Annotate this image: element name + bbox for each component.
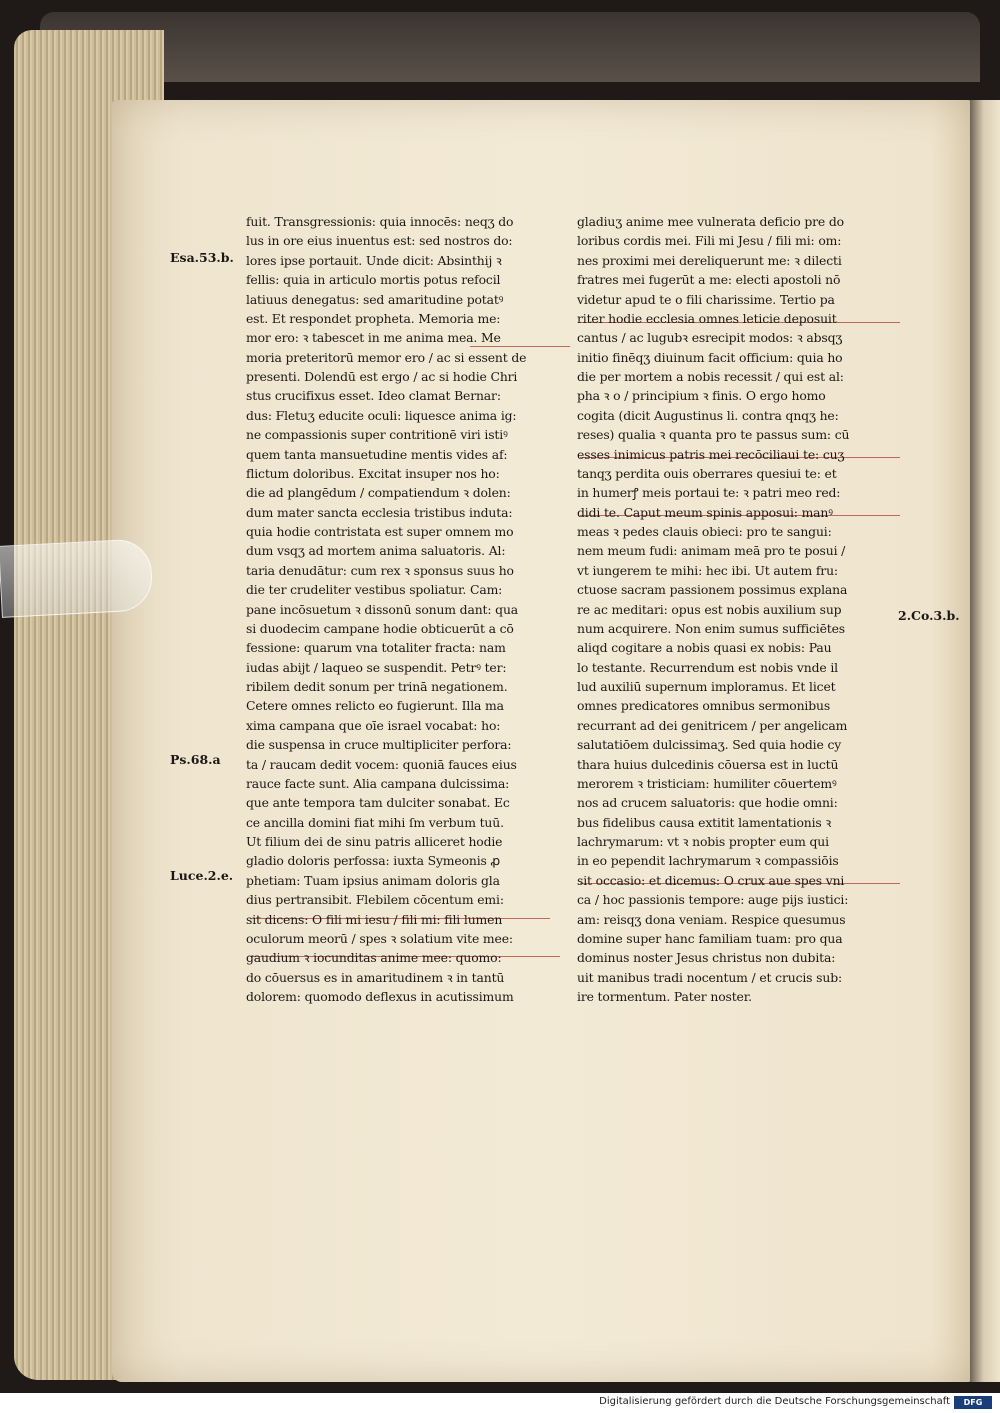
text-line: die ter crudeliter vestibus spoliatur. Cam: bbox=[246, 582, 503, 598]
text-line: ctuose sacram passionem possimus explana bbox=[577, 582, 848, 598]
text-line: phetiam: Tuam ipsius animam doloris gla bbox=[246, 872, 500, 888]
text-line: esses inimicus patris mei recōciliaui te: cuʒ bbox=[577, 446, 845, 462]
text-line: cantus / ac lugubꝛ esrecipit modos: ꝛ absqʒ bbox=[577, 330, 843, 346]
text-line: lo testante. Recurrendum est nobis vnde il bbox=[577, 659, 838, 675]
text-line: pha ꝛ o / principium ꝛ finis. O ergo homo bbox=[577, 388, 826, 404]
text-line: Cetere omnes relicto eo fugierunt. Illa ma bbox=[246, 698, 504, 714]
text-line: lores ipse portauit. Unde dicit: Absinthij ꝛ bbox=[246, 252, 502, 268]
text-line: meas ꝛ pedes clauis obieci: pro te sangui: bbox=[577, 524, 832, 539]
text-line: ta / raucam dedit vocem: quoniā fauces eius bbox=[246, 756, 517, 772]
text-line: si duodecim campane hodie obticuerūt a cō bbox=[246, 620, 514, 636]
text-line: sit dicens: O fili mi iesu / fili mi: fili lumen bbox=[246, 911, 503, 927]
text-line: do cōuersus es in amaritudinem ꝛ in tantū bbox=[246, 969, 505, 985]
text-line: est. Et respondet propheta. Memoria me: bbox=[246, 310, 501, 326]
text-line: ire tormentum. Pater noster. bbox=[577, 989, 752, 1004]
text-line: nes proximi mei dereliquerunt me: ꝛ dilecti bbox=[577, 252, 842, 268]
text-line: sit occasio: et dicemus: O crux aue spes vni bbox=[577, 872, 845, 888]
footer-bar bbox=[0, 1393, 1000, 1413]
text-line: re ac meditari: opus est nobis auxilium sup bbox=[577, 601, 842, 617]
text-line: die suspensa in cruce multipliciter perfora: bbox=[246, 737, 512, 753]
text-line: lus in ore eius inuentus est: sed nostros do: bbox=[246, 233, 513, 249]
text-line: flictum doloribus. Excitat insuper nos ho: bbox=[246, 465, 500, 481]
text-line: ne compassionis super contritionē viri istiꝰ bbox=[246, 427, 508, 443]
text-line: nem meum fudi: animam meā pro te posui / bbox=[577, 543, 846, 559]
text-line: rauce facte sunt. Alia campana dulcissima: bbox=[246, 775, 510, 791]
text-line: fellis: quia in articulo mortis potus refocil bbox=[246, 272, 501, 288]
text-line: pane incōsuetum ꝛ dissonū sonum dant: qua bbox=[246, 601, 519, 617]
text-line: domine super hanc familiam tuam: pro qua bbox=[577, 930, 843, 946]
text-line: quem tanta mansuetudine mentis vides af: bbox=[246, 446, 508, 462]
text-line: salutatiōem dulcissimaʒ. Sed quia hodie cy bbox=[577, 737, 842, 753]
text-line: taria denudātur: cum rex ꝛ sponsus suus ho bbox=[246, 562, 514, 578]
text-line: dum mater sancta ecclesia tristibus induta: bbox=[246, 504, 513, 520]
text-line: oculorum meorū / spes ꝛ solatium vite mee: bbox=[246, 930, 513, 946]
text-line: uit manibus tradi nocentum / et crucis sub: bbox=[577, 969, 843, 985]
text-line: initio finēqʒ diuinum facit officium: quia ho bbox=[577, 349, 843, 365]
text-line: xima campana que oīe israel vocabat: ho: bbox=[246, 717, 501, 733]
funding-notice: Digitalisierung gefördert durch die Deutsche Forschungsgemeinschaft bbox=[599, 1396, 950, 1407]
book-cover-top bbox=[40, 12, 980, 82]
text-line: presenti. Dolendū est ergo / ac si hodie Chri bbox=[246, 369, 518, 384]
text-line: nos ad crucem saluatoris: que hodie omni: bbox=[577, 795, 838, 811]
text-line: dolorem: quomodo deflexus in acutissimum bbox=[246, 989, 514, 1004]
text-line: Ut filium dei de sinu patris alliceret hodie bbox=[246, 834, 503, 849]
text-line: recurrant ad dei genitricem / per angelicam bbox=[577, 717, 848, 733]
margin-note-ps: Ps.68.a bbox=[170, 752, 221, 767]
text-line: ca / hoc passionis tempore: auge pijs iustici: bbox=[577, 892, 849, 908]
margin-note-esa: Esa.53.b. bbox=[170, 250, 234, 265]
text-line: loribus cordis mei. Fili mi Jesu / fili mi: om: bbox=[577, 233, 842, 249]
text-line: iudas abijt / laqueo se suspendit. Petrꝰ ter: bbox=[246, 659, 507, 675]
text-line: aliqd cogitare a nobis quasi ex nobis: Pau bbox=[577, 640, 832, 656]
text-line: moria preteritorū memor ero / ac si essent de bbox=[246, 349, 527, 365]
text-line: mor ero: ꝛ tabescet in me anima mea. Me bbox=[246, 330, 501, 346]
text-line: die per mortem a nobis recessit / qui est al: bbox=[577, 369, 844, 384]
text-line: videtur apud te o fili charissime. Tertio pa bbox=[577, 291, 835, 307]
margin-note-luce: Luce.2.e. bbox=[170, 868, 234, 883]
book-gutter bbox=[970, 100, 1000, 1382]
text-line: die ad plangēdum / compatiendum ꝛ dolen: bbox=[246, 485, 511, 501]
text-line: dominus noster Jesus christus non dubita: bbox=[577, 950, 836, 966]
text-column-left bbox=[246, 212, 558, 1006]
text-line: ce ancilla domini fiat mihi ſm verbum tuū. bbox=[246, 814, 504, 830]
text-column-right bbox=[577, 212, 897, 1006]
text-line: cogita (dicit Augustinus li. contra qnqʒ he: bbox=[577, 407, 839, 423]
text-line: dius pertransibit. Flebilem cōcentum emi: bbox=[246, 892, 504, 908]
text-line: dum vsqʒ ad mortem anima saluatoris. Al: bbox=[246, 543, 506, 559]
text-line: in humerꝭ meis portaui te: ꝛ patri meo red: bbox=[577, 485, 841, 501]
text-line: fessione: quarum vna totaliter fracta: nam bbox=[246, 640, 506, 656]
text-line: riter hodie ecclesia omnes leticie deposuit bbox=[577, 310, 837, 326]
text-line: dus: Fletuʒ educite oculi: liquesce anima ig: bbox=[246, 407, 517, 423]
text-line: thara huius dulcedinis cōuersa est in luctū bbox=[577, 756, 839, 772]
page-holder-strip bbox=[0, 538, 154, 618]
text-line: lachrymarum: vt ꝛ nobis propter eum qui bbox=[577, 834, 829, 849]
text-line: lud auxiliū supernum imploramus. Et licet bbox=[577, 679, 836, 694]
text-line: gaudium ꝛ iocunditas anime mee: quomo: bbox=[246, 950, 502, 966]
dfg-logo: DFG bbox=[954, 1396, 992, 1409]
text-line: latiuus denegatus: sed amaritudine potatꝰ bbox=[246, 291, 504, 307]
text-line: omnes predicatores omnibus sermonibus bbox=[577, 698, 831, 714]
margin-note-cor: 2.Co.3.b. bbox=[898, 608, 960, 623]
text-line: gladio doloris perfossa: iuxta Symeonis ꝓ bbox=[246, 853, 500, 869]
text-line: vt iungerem te mihi: hec ibi. Ut autem fru: bbox=[577, 562, 838, 578]
text-line: gladiuʒ anime mee vulnerata deficio pre do bbox=[577, 214, 844, 229]
text-line: fratres mei fugerūt a me: electi apostoli nō bbox=[577, 272, 841, 288]
text-line: in eo pependit lachrymarum ꝛ compassiōis bbox=[577, 853, 839, 869]
text-line: tanqʒ perdita ouis oberrares quesiui te: et bbox=[577, 465, 837, 481]
text-line: quia hodie contristata est super omnem mo bbox=[246, 524, 514, 539]
text-line: am: reisqʒ dona veniam. Respice quesumus bbox=[577, 911, 846, 927]
text-line: bus fidelibus causa extitit lamentationis ꝛ bbox=[577, 814, 832, 830]
text-line: stus crucifixus esset. Ideo clamat Bernar: bbox=[246, 388, 501, 404]
text-line: fuit. Transgressionis: quia innocēs: neqʒ do bbox=[246, 214, 514, 229]
text-line: reses) qualia ꝛ quanta pro te passus sum: cū bbox=[577, 427, 850, 443]
text-line: num acquirere. Non enim sumus sufficiētes bbox=[577, 620, 846, 636]
text-line: didi te. Caput meum spinis apposui: manꝰ bbox=[577, 504, 833, 520]
text-line: merorem ꝛ tristiciam: humiliter cōuertemꝰ bbox=[577, 775, 837, 791]
text-line: que ante tempora tam dulciter sonabat. Ec bbox=[246, 795, 510, 811]
text-line: ribilem dedit sonum per trinā negationem. bbox=[246, 679, 508, 694]
